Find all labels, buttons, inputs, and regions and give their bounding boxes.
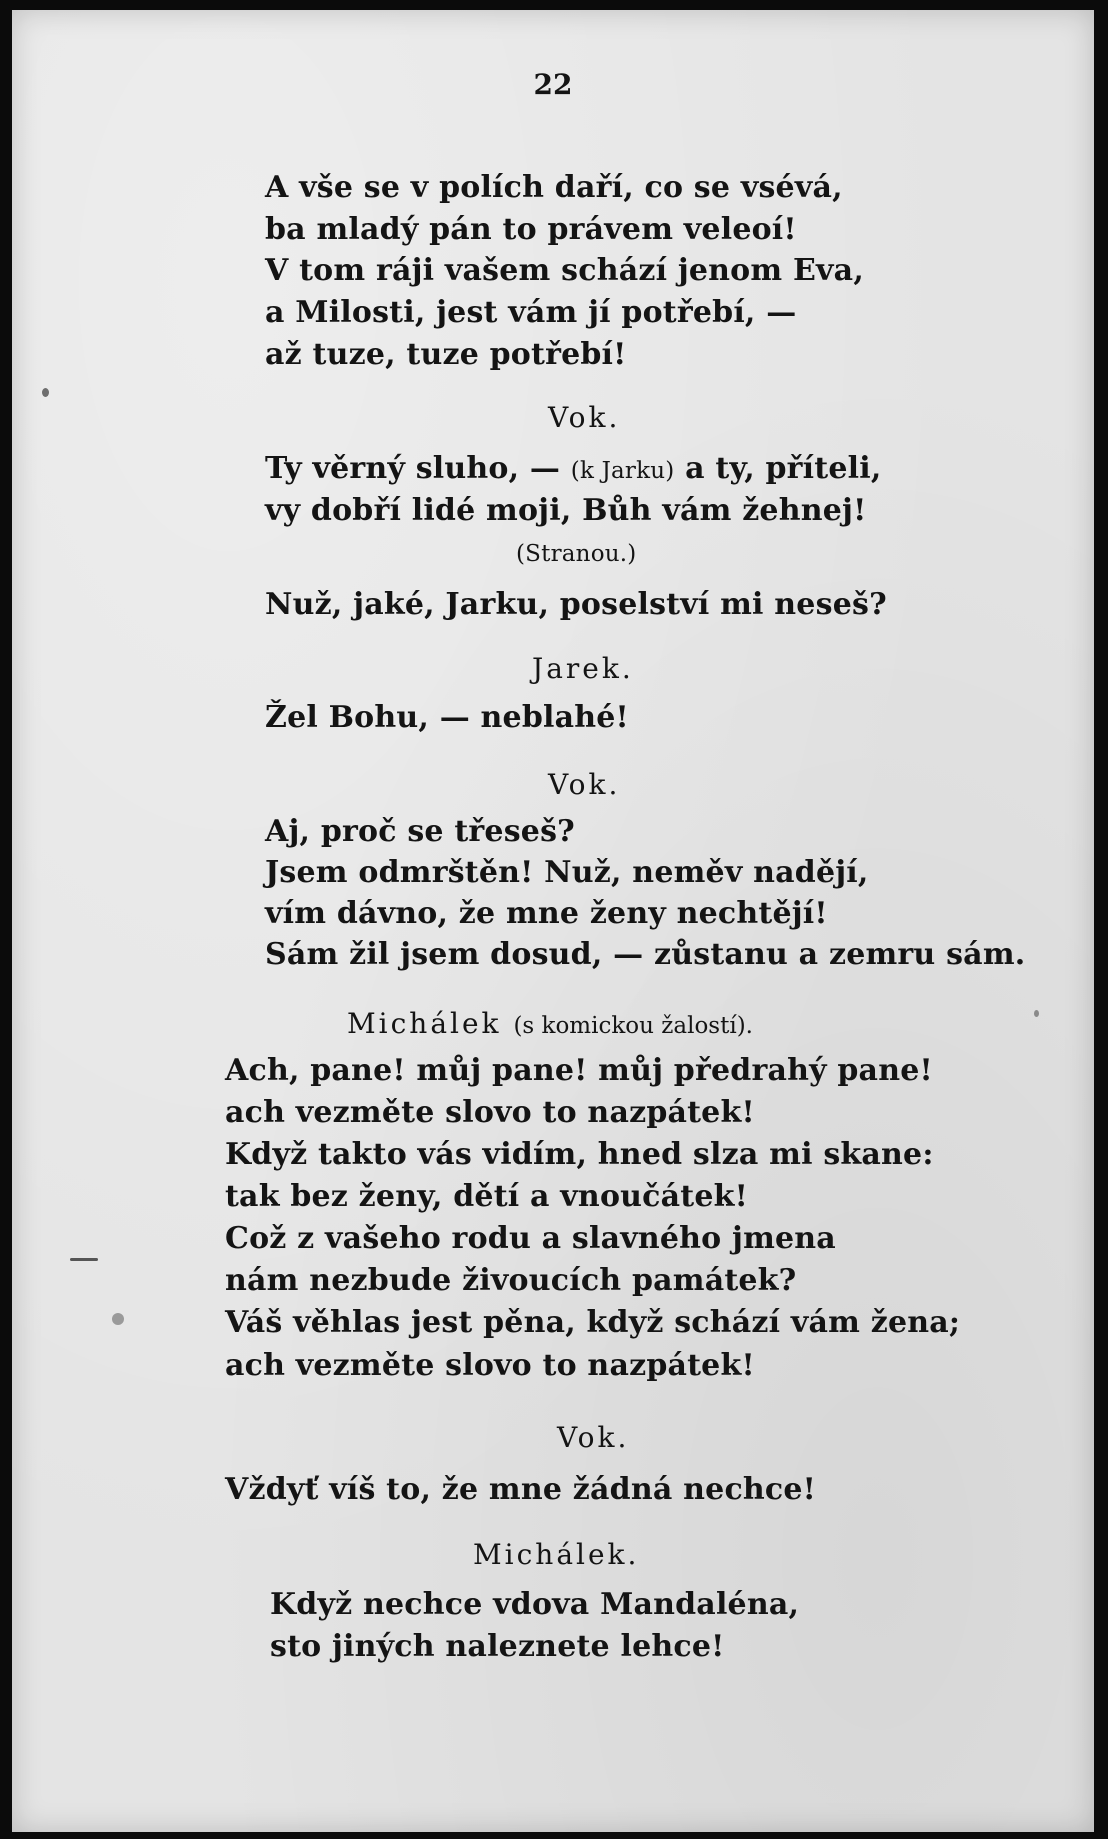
verse-line: Ach, pane! můj pane! můj předrahý pane! [225,1053,933,1088]
paper-speck [1034,1010,1039,1017]
verse-line: Žel Bohu, — neblahé! [265,700,629,735]
verse-line: nám nezbude živoucích památek? [225,1263,797,1298]
book-page [12,10,1094,1832]
verse-line: Sám žil jsem dosud, — zůstanu a zemru sám. [265,937,1026,972]
speaker-name: Vok. [548,768,621,801]
stage-direction: (k Jarku) [570,458,675,484]
stage-direction: (Stranou.) [516,541,637,567]
paper-speck [70,1258,98,1261]
speaker-name: Michálek [347,1007,502,1040]
verse-line: Váš věhlas jest pěna, když schází vám žena; [225,1305,961,1340]
page-number: 22 [533,68,573,101]
verse-line: vím dávno, že mne ženy nechtějí! [265,896,828,931]
verse-line: Když nechce vdova Mandaléna, [270,1587,800,1622]
verse-line: Jsem odmrštěn! Nuž, neměv nadějí, [265,855,869,890]
verse-line: a Milosti, jest vám jí potřebí, — [265,295,797,330]
verse-line: sto jiných naleznete lehce! [270,1629,725,1664]
verse-line: až tuze, tuze potřebí! [265,337,627,372]
verse-line: vy dobří lidé moji, Bůh vám žehnej! [265,493,867,528]
verse-text: a ty, příteli, [685,451,882,486]
paper-speck [112,1313,124,1325]
speaker-name: Vok. [548,401,621,434]
verse-line: Když takto vás vidím, hned slza mi skane: [225,1137,934,1172]
speaker-name: Jarek. [532,652,634,685]
speaker-name: Vok. [557,1421,630,1454]
verse-line: A vše se v polích daří, co se vsévá, [265,170,843,205]
verse-line: ba mladý pán to právem veleoí! [265,212,797,247]
speaker-name: Michálek. [473,1538,640,1571]
verse-line: Nuž, jaké, Jarku, poselství mi neseš? [265,587,887,622]
verse-line: Vždyť víš to, že mne žádná nechce! [225,1472,817,1507]
verse-text: Ty věrný sluho, — [265,451,561,486]
paper-speck [42,388,49,397]
verse-line [265,451,882,486]
verse-line: V tom ráji vašem schází jenom Eva, [265,253,864,288]
verse-line: Což z vašeho rodu a slavného jmena [225,1221,836,1256]
verse-line: ach vezměte slovo to nazpátek! [225,1095,755,1130]
verse-line: Aj, proč se třeseš? [265,814,575,849]
verse-line: tak bez ženy, dětí a vnoučátek! [225,1179,748,1214]
verse-line: ach vezměte slovo to nazpátek! [225,1348,755,1383]
speaker-line [347,1007,753,1040]
stage-direction: (s komickou žalostí). [513,1013,753,1039]
